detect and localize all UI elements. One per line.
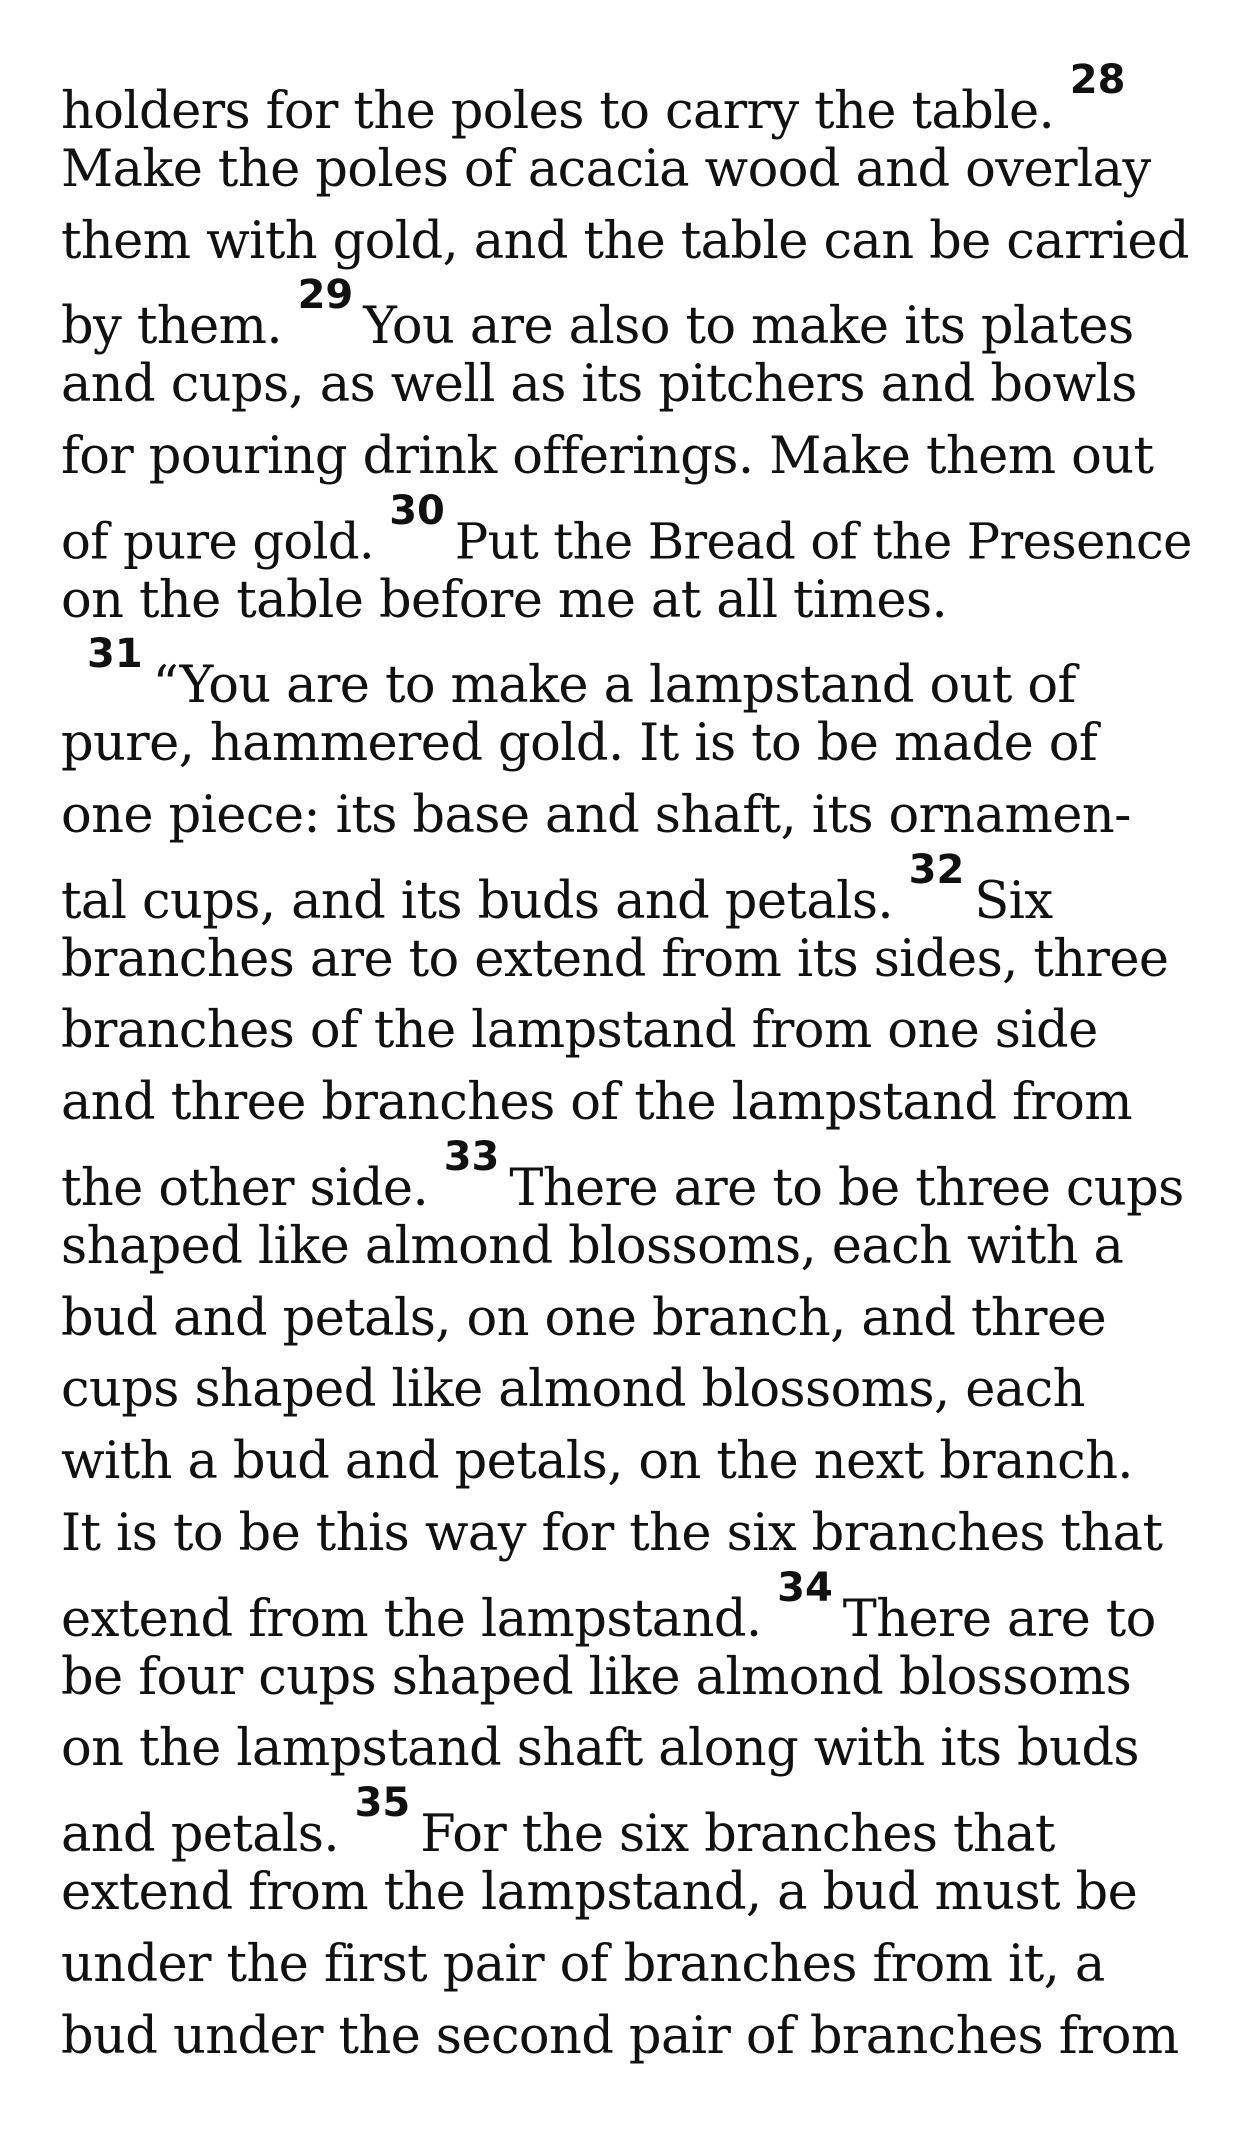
text-line	[61, 57, 1201, 141]
text-line	[61, 134, 1201, 206]
line-text: For the six branches that	[420, 1805, 1055, 1865]
line-text: and cups, as well as its pitchers and bowls	[61, 355, 1137, 415]
text-line	[61, 1211, 1201, 1283]
line-text: of pure gold.	[61, 512, 375, 571]
text-line	[61, 2001, 1201, 2073]
line-text: and three branches of the lampstand from	[61, 1073, 1133, 1133]
text-line	[61, 1713, 1201, 1785]
verse-number-35: 35	[354, 1780, 411, 1827]
text-line	[61, 349, 1201, 421]
line-text: branches are to extend from its sides, three	[61, 929, 1169, 989]
verse-number-29: 29	[297, 272, 354, 319]
verse-number-31: 31	[87, 631, 143, 678]
line-text: extend from the lampstand, a bud must be	[61, 1862, 1138, 1922]
text-line	[61, 565, 1201, 637]
text-line	[61, 1929, 1201, 2001]
line-text: Make the poles of acacia wood and overlay	[61, 139, 1151, 199]
text-line	[61, 924, 1201, 996]
line-text: It is to be this way for the six branches that	[61, 1503, 1163, 1563]
line-text: bud under the second pair of branches from	[61, 2006, 1179, 2066]
text-line	[61, 1133, 1201, 1218]
text-line	[61, 1564, 1201, 1649]
line-text: holders for the poles to carry the table.	[61, 82, 1055, 141]
verse-number-34: 34	[777, 1564, 833, 1611]
line-text: Put the Bread of the Presence	[454, 512, 1192, 571]
line-text: You are also to make its plates	[363, 297, 1134, 357]
text-line	[61, 421, 1201, 493]
text-line	[61, 1642, 1201, 1714]
line-text: bud and petals, on one branch, and three	[61, 1288, 1107, 1348]
text-line	[61, 1780, 1201, 1865]
line-text: under the first pair of branches from it, a	[61, 1934, 1105, 1994]
line-text: them with gold, and the table can be carried	[61, 211, 1189, 271]
verse-number-28: 28	[1069, 57, 1126, 103]
line-text: There are to	[842, 1589, 1156, 1649]
line-text: cups shaped like almond blossoms, each	[61, 1360, 1085, 1420]
text-line	[61, 1498, 1201, 1570]
line-text: the other side.	[61, 1158, 429, 1218]
text-line	[61, 1283, 1201, 1355]
verse-number-32: 32	[908, 846, 965, 893]
line-text: be four cups shaped like almond blossoms	[61, 1647, 1132, 1707]
line-text: on the table before me at all times.	[61, 570, 948, 630]
line-text: branches of the lampstand from one side	[61, 1001, 1098, 1061]
line-text: There are to be three cups	[509, 1158, 1184, 1218]
line-text: for pouring drink offerings. Make them out	[61, 426, 1154, 486]
text-line	[61, 1426, 1201, 1498]
line-text: shaped like almond blossoms, each with a	[61, 1216, 1124, 1276]
paragraph-start-line	[61, 631, 1201, 716]
line-text: extend from the lampstand.	[61, 1589, 762, 1649]
line-text: and petals.	[61, 1805, 339, 1865]
text-line	[61, 487, 1201, 571]
text-line	[61, 708, 1201, 780]
line-text: by them.	[61, 297, 282, 357]
text-line	[61, 995, 1201, 1067]
line-text: pure, hammered gold. It is to be made of	[61, 714, 1098, 774]
scripture-passage	[61, 57, 1201, 2072]
text-line	[61, 206, 1201, 278]
line-text: Six	[974, 871, 1053, 931]
line-text: tal cups, and its buds and petals.	[61, 871, 894, 931]
text-line	[61, 1857, 1201, 1929]
text-line	[61, 272, 1201, 357]
line-text: on the lampstand shaft along with its buds	[61, 1719, 1139, 1779]
text-line	[61, 1067, 1201, 1139]
text-line	[61, 1354, 1201, 1426]
verse-number-30: 30	[389, 487, 445, 534]
line-text: “You are to make a lampstand out of	[152, 656, 1076, 716]
text-line	[61, 846, 1201, 931]
line-text: one piece: its base and shaft, its ornamen-	[61, 785, 1131, 845]
verse-number-33: 33	[443, 1133, 500, 1180]
line-text: with a bud and petals, on the next branch.	[61, 1432, 1133, 1492]
text-line	[61, 780, 1201, 852]
